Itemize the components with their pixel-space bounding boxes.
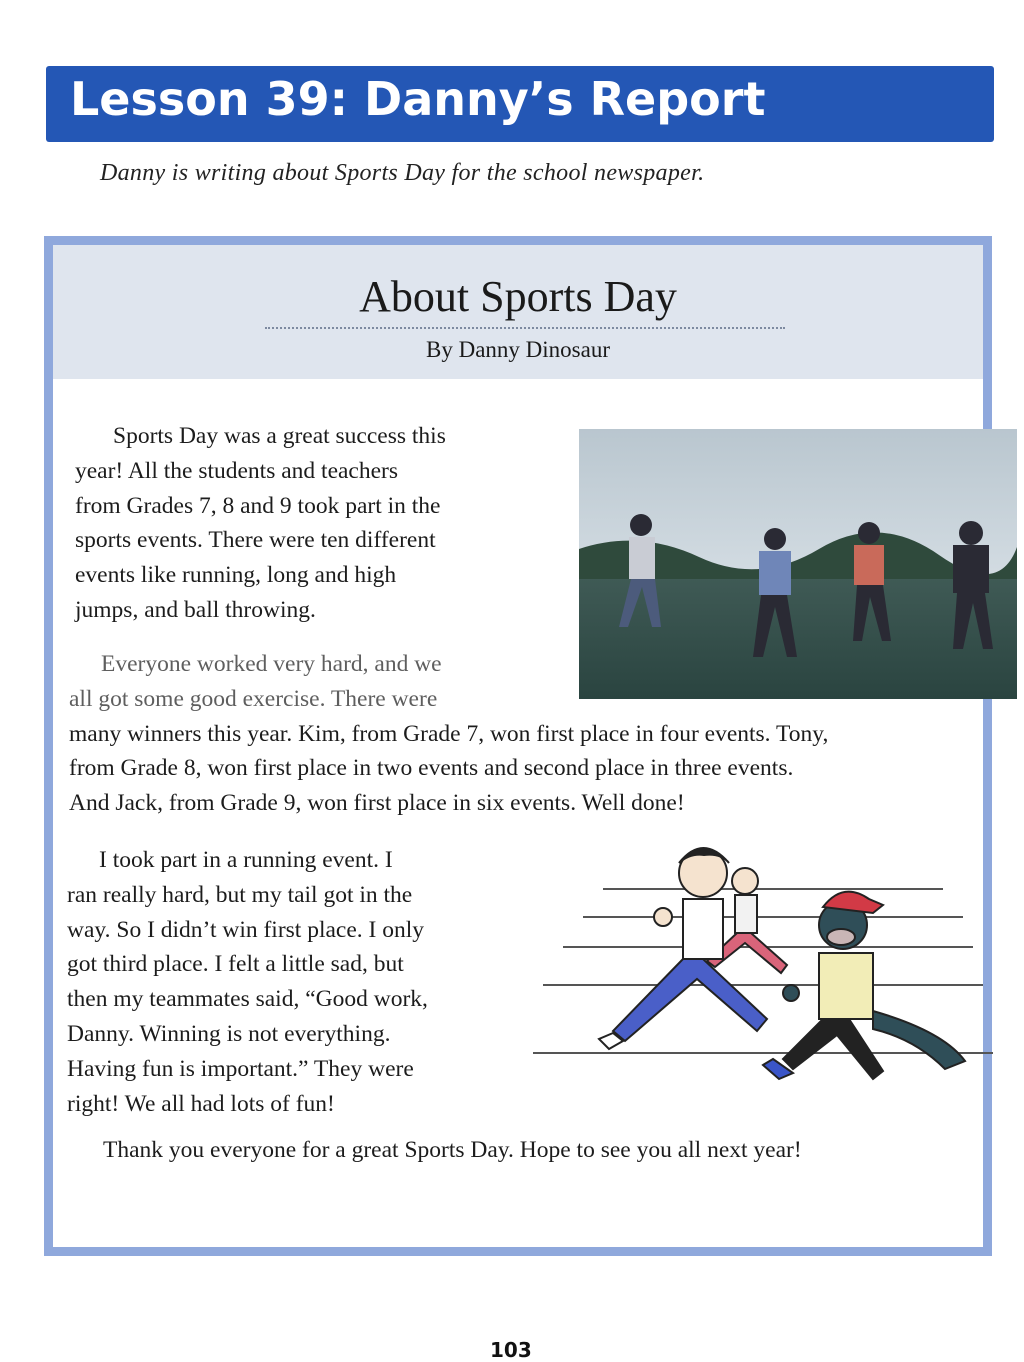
page-number: 103 bbox=[490, 1338, 532, 1362]
running-cartoon bbox=[523, 843, 993, 1113]
paragraph-3 bbox=[67, 843, 428, 1121]
text-line: I took part in a running event. I bbox=[99, 847, 393, 873]
text-line: jumps, and ball throwing. bbox=[75, 596, 316, 623]
closing-line: Thank you everyone for a great Sports Day. Hope to see you all next year! bbox=[103, 1137, 802, 1163]
text-line: from Grade 8, won first place in two events and second place in three events. bbox=[69, 755, 794, 782]
title-divider bbox=[265, 327, 785, 329]
text-line: way. So I didn’t win first place. I only bbox=[67, 916, 425, 943]
text-line: Danny. Winning is not everything. bbox=[67, 1020, 391, 1047]
text-line: right! We all had lots of fun! bbox=[67, 1090, 335, 1117]
paragraph-2 bbox=[69, 647, 828, 821]
lesson-intro: Danny is writing about Sports Day for the school newspaper. bbox=[100, 160, 705, 186]
report-header bbox=[53, 245, 983, 379]
text-line: year! All the students and teachers bbox=[75, 457, 399, 484]
lesson-banner bbox=[46, 66, 994, 142]
text-line: sports events. There were ten different bbox=[75, 527, 436, 554]
text-line: from Grades 7, 8 and 9 took part in the bbox=[75, 492, 441, 519]
report-byline: By Danny Dinosaur bbox=[426, 337, 610, 362]
text-line: events like running, long and high bbox=[75, 562, 397, 589]
text-line: many winners this year. Kim, from Grade 7, won first place in four events. Tony, bbox=[69, 720, 829, 747]
text-line: then my teammates said, “Good work, bbox=[67, 986, 428, 1013]
text-line: ran really hard, but my tail got in the bbox=[67, 881, 413, 908]
lesson-title: Lesson 39: Danny’s Report bbox=[70, 72, 766, 126]
text-line: all got some good exercise. There were bbox=[69, 685, 438, 712]
text-line: Having fun is important.” They were bbox=[67, 1055, 414, 1082]
text-line: got third place. I felt a little sad, but bbox=[67, 951, 404, 978]
text-line: Everyone worked very hard, and we bbox=[101, 651, 442, 677]
text-line: And Jack, from Grade 9, won first place in six events. Well done! bbox=[69, 790, 685, 817]
paragraph-1 bbox=[75, 419, 446, 628]
cartoon-runners-image bbox=[523, 843, 993, 1113]
report-frame bbox=[44, 236, 992, 1256]
text-line: Sports Day was a great success this bbox=[113, 423, 446, 449]
report-title: About Sports Day bbox=[359, 272, 677, 321]
